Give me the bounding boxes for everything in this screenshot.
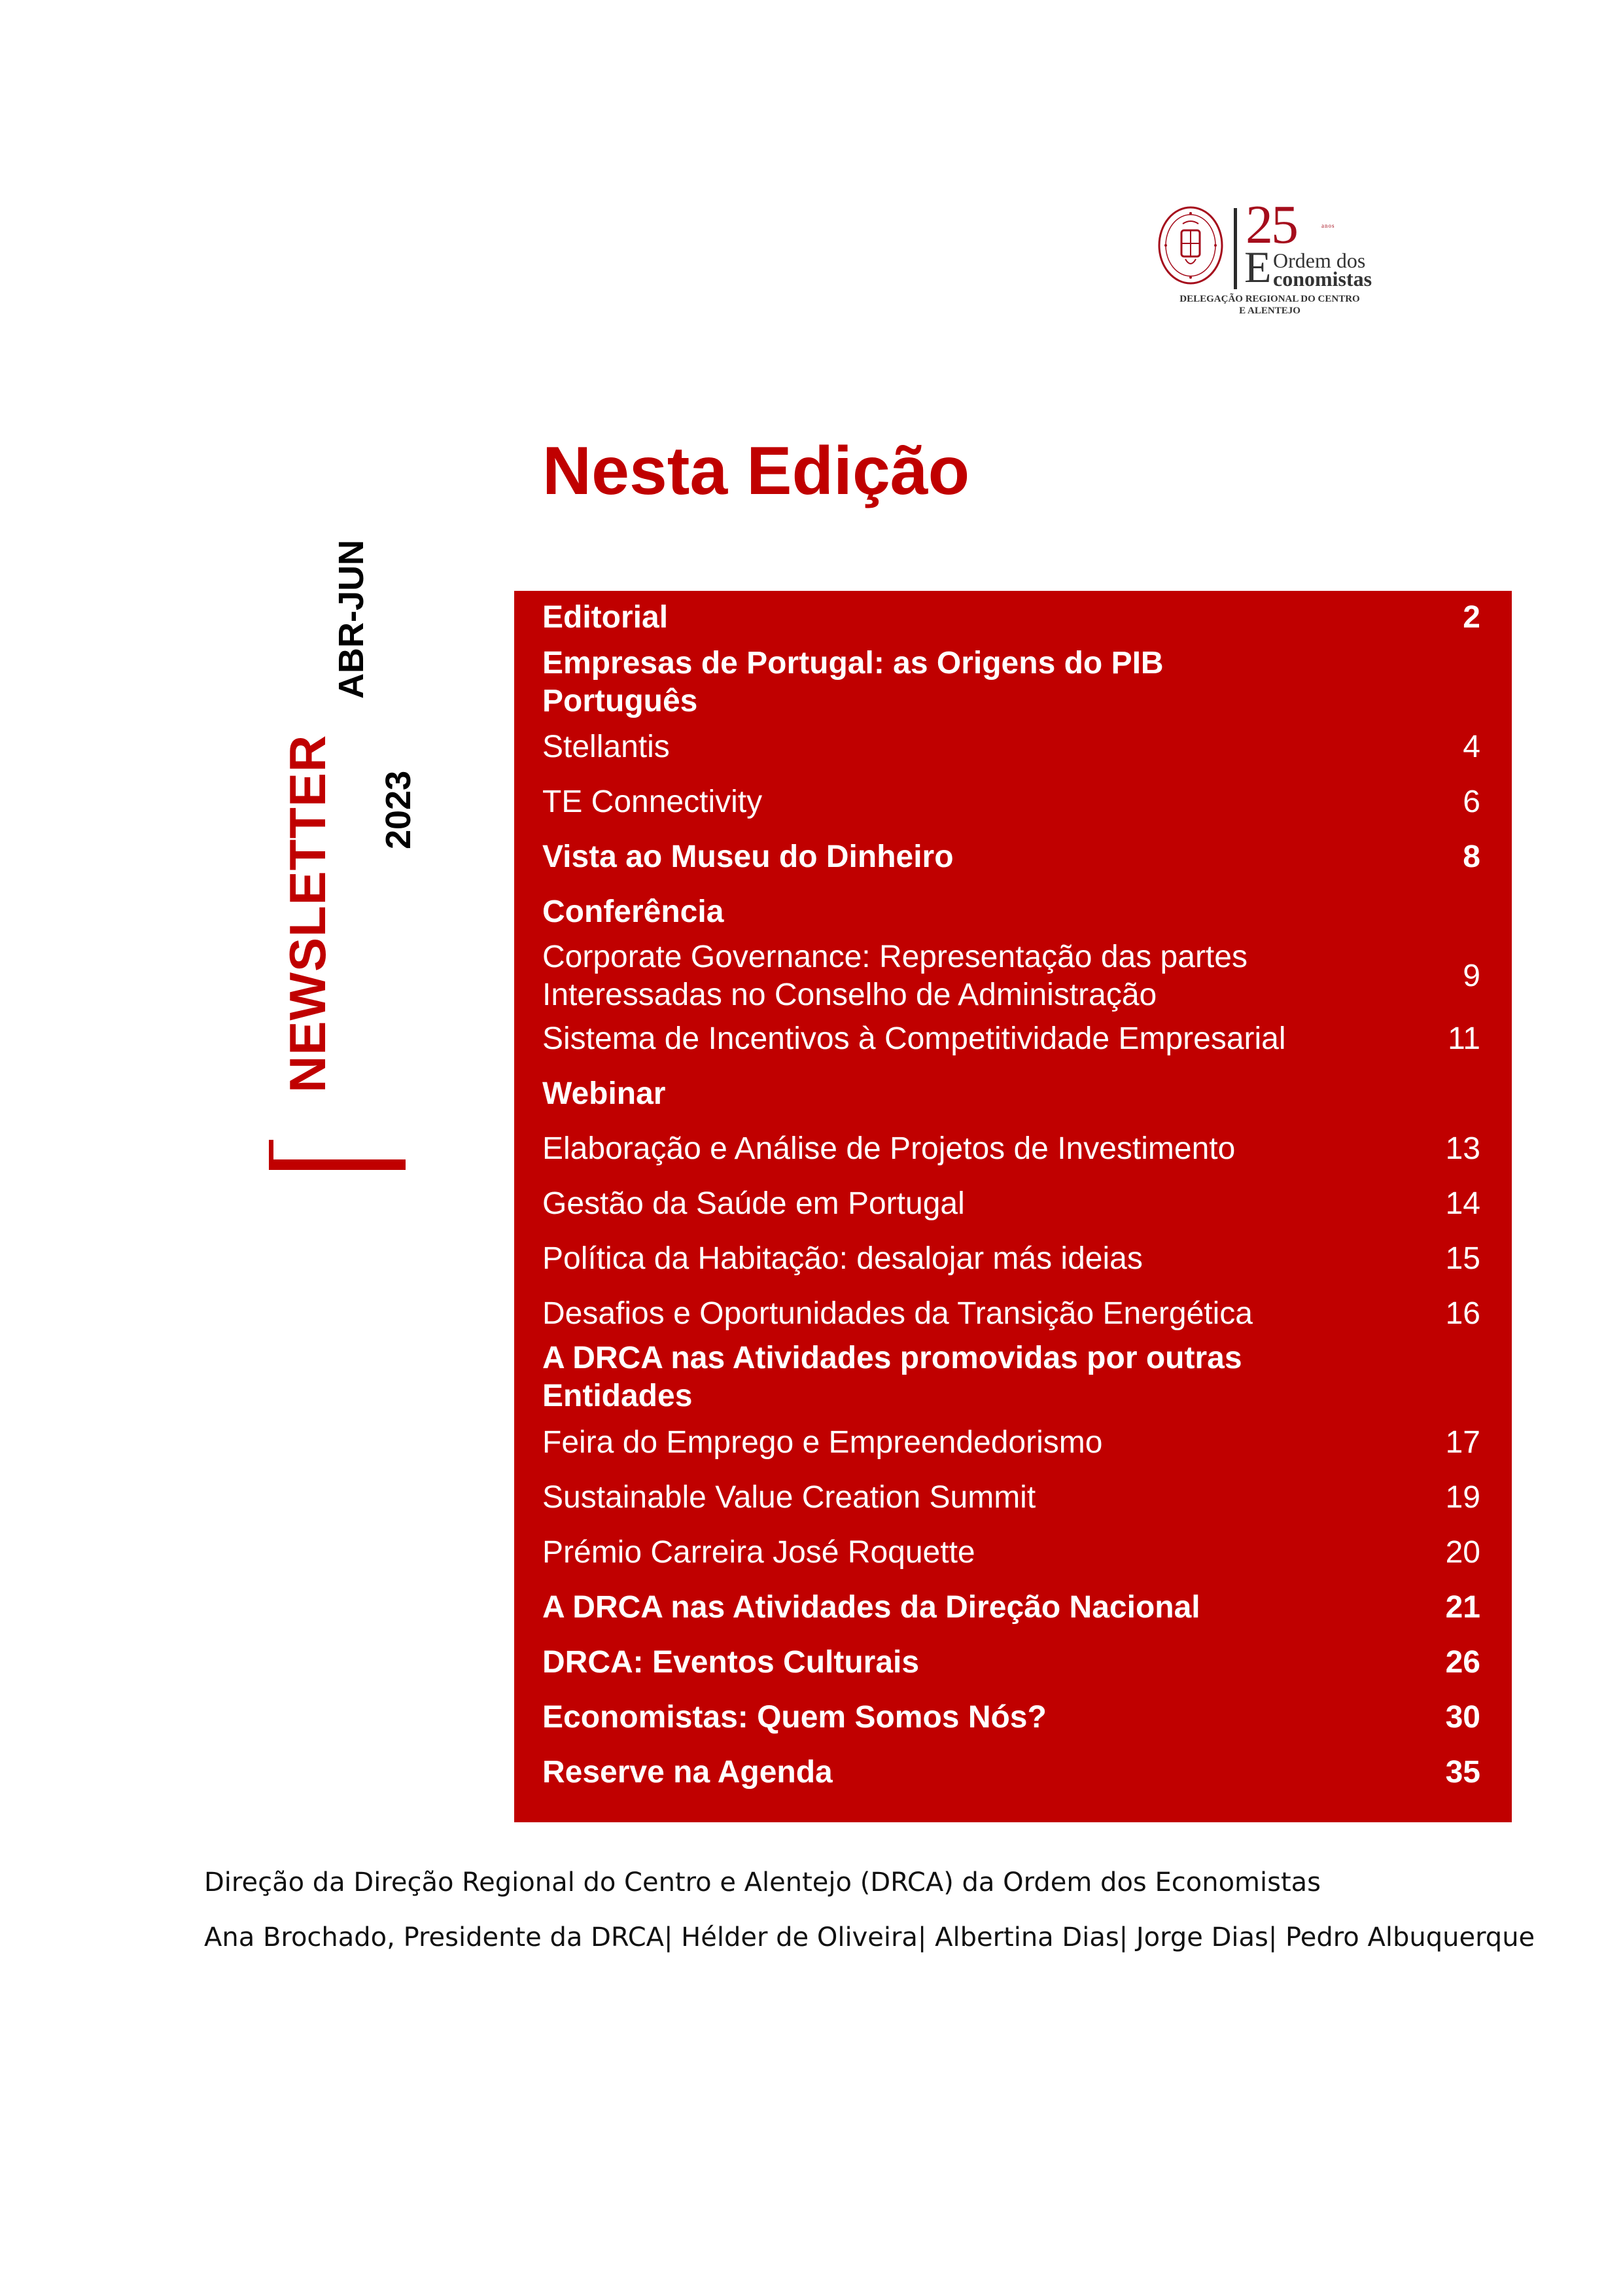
toc-entry-title: A DRCA nas Atividades promovidas por outras Entidades	[542, 1341, 1242, 1413]
seal-icon	[1157, 204, 1225, 287]
toc-entry[interactable]	[542, 1589, 1480, 1627]
logo-org-line2	[1273, 268, 1372, 289]
toc-entry[interactable]	[542, 1644, 1480, 1682]
toc-entry-page: 14	[1445, 1186, 1480, 1221]
toc-entry-title: Conferência	[542, 894, 724, 929]
logo-org-line1: Ordem dos	[1273, 249, 1366, 272]
toc-entry-title: Economistas: Quem Somos Nós?	[542, 1700, 1047, 1735]
footer-line1: Direção da Direção Regional do Centro e Alentejo (DRCA) da Ordem dos Economistas	[204, 1867, 1321, 1898]
toc-entry-page: 16	[1445, 1296, 1480, 1331]
logo-divider	[1234, 208, 1237, 289]
toc-entry-title: Sustainable Value Creation Summit	[542, 1480, 1036, 1515]
toc-entry-page: 9	[1463, 959, 1480, 993]
side-accent-bar	[270, 1159, 406, 1170]
toc-entry-title: Feira do Emprego e Empreendedorismo	[542, 1425, 1103, 1460]
logo-initial: E	[1244, 242, 1272, 292]
footer	[204, 1855, 1535, 1965]
toc-entry[interactable]	[542, 1185, 1480, 1223]
logo-subtitle-line1: DELEGAÇÃO REGIONAL DO CENTRO	[1179, 294, 1360, 304]
toc-entry-title: TE Connectivity	[542, 785, 763, 819]
toc-entry-title: DRCA: Eventos Culturais	[542, 1645, 920, 1680]
toc-entry-title: Corporate Governance: Representação das partes Interessadas no Conselho de Administração	[542, 940, 1248, 1012]
toc-entry-page: 17	[1445, 1425, 1480, 1460]
table-of-contents	[514, 591, 1512, 1822]
logo-subtitle-line2: E ALENTEJO	[1239, 306, 1300, 316]
toc-entry-title: Reserve na Agenda	[542, 1755, 833, 1790]
logo-subtitle	[1157, 293, 1383, 317]
period-label: ABR-JUN	[332, 540, 371, 699]
toc-entry-title: Prémio Carreira José Roquette	[542, 1535, 975, 1570]
toc-entry-title: Empresas de Portugal: as Origens do PIB Português	[542, 646, 1164, 718]
org-logo	[1157, 194, 1392, 325]
toc-entry[interactable]	[542, 838, 1480, 876]
toc-entry-page: 13	[1445, 1131, 1480, 1166]
toc-entry[interactable]	[542, 1534, 1480, 1572]
toc-entry-title: Desafios e Oportunidades da Transição Energética	[542, 1296, 1253, 1331]
toc-entry[interactable]	[542, 1479, 1480, 1517]
toc-entry[interactable]	[542, 1295, 1480, 1333]
toc-entry[interactable]	[542, 599, 1480, 637]
toc-entry-title: Política da Habitação: desalojar más ideias	[542, 1241, 1143, 1276]
toc-entry-title: Webinar	[542, 1076, 666, 1111]
toc-entry-title: Sistema de Incentivos à Competitividade Empresarial	[542, 1021, 1286, 1056]
toc-entry[interactable]	[542, 938, 1480, 1014]
toc-entry-title: Vista ao Museu do Dinheiro	[542, 839, 954, 874]
toc-entry-page: 35	[1445, 1755, 1480, 1790]
toc-entry[interactable]	[542, 1424, 1480, 1462]
logo-anniversary: 25	[1246, 194, 1297, 255]
toc-entry[interactable]	[542, 1240, 1480, 1278]
toc-entry-page: 4	[1463, 730, 1480, 764]
toc-entry[interactable]	[542, 1699, 1480, 1737]
newsletter-label: NEWSLETTER	[279, 734, 336, 1093]
toc-entry[interactable]	[542, 728, 1480, 766]
toc-entry[interactable]	[542, 1339, 1480, 1415]
logo-org-line2-text: conomistas	[1273, 267, 1372, 291]
toc-entry-page: 30	[1445, 1700, 1480, 1735]
toc-entry-title: Elaboração e Análise de Projetos de Investimento	[542, 1131, 1236, 1166]
toc-entry-page: 15	[1445, 1241, 1480, 1276]
toc-entry-page: 11	[1448, 1021, 1480, 1056]
footer-line2: Ana Brochado, Presidente da DRCA| Hélder de Oliveira| Albertina Dias| Jorge Dias| Pedro Albuquerque	[204, 1922, 1535, 1952]
toc-entry-page: 6	[1463, 785, 1480, 819]
toc-entry-page: 20	[1445, 1535, 1480, 1570]
year-label: 2023	[379, 770, 418, 849]
toc-entry[interactable]	[542, 645, 1480, 720]
toc-entry-title: Editorial	[542, 600, 669, 635]
toc-entry-page: 19	[1445, 1480, 1480, 1515]
toc-entry-page: 8	[1463, 839, 1480, 874]
toc-entry-page: 21	[1445, 1590, 1480, 1625]
toc-entry-title: Gestão da Saúde em Portugal	[542, 1186, 965, 1221]
toc-entry-page: 26	[1445, 1645, 1480, 1680]
toc-entry-title: Stellantis	[542, 730, 670, 764]
toc-entry[interactable]	[542, 1754, 1480, 1792]
toc-entry[interactable]	[542, 1130, 1480, 1168]
toc-entry-page: 2	[1463, 600, 1480, 635]
toc-entry[interactable]	[542, 893, 1480, 931]
toc-entry-title: A DRCA nas Atividades da Direção Nacional	[542, 1590, 1200, 1625]
toc-entry[interactable]	[542, 783, 1480, 821]
toc-entry[interactable]	[542, 1020, 1480, 1058]
logo-anniversary-suffix: anos	[1321, 222, 1335, 229]
page-title: Nesta Edição	[542, 433, 970, 509]
toc-entry[interactable]	[542, 1075, 1480, 1113]
